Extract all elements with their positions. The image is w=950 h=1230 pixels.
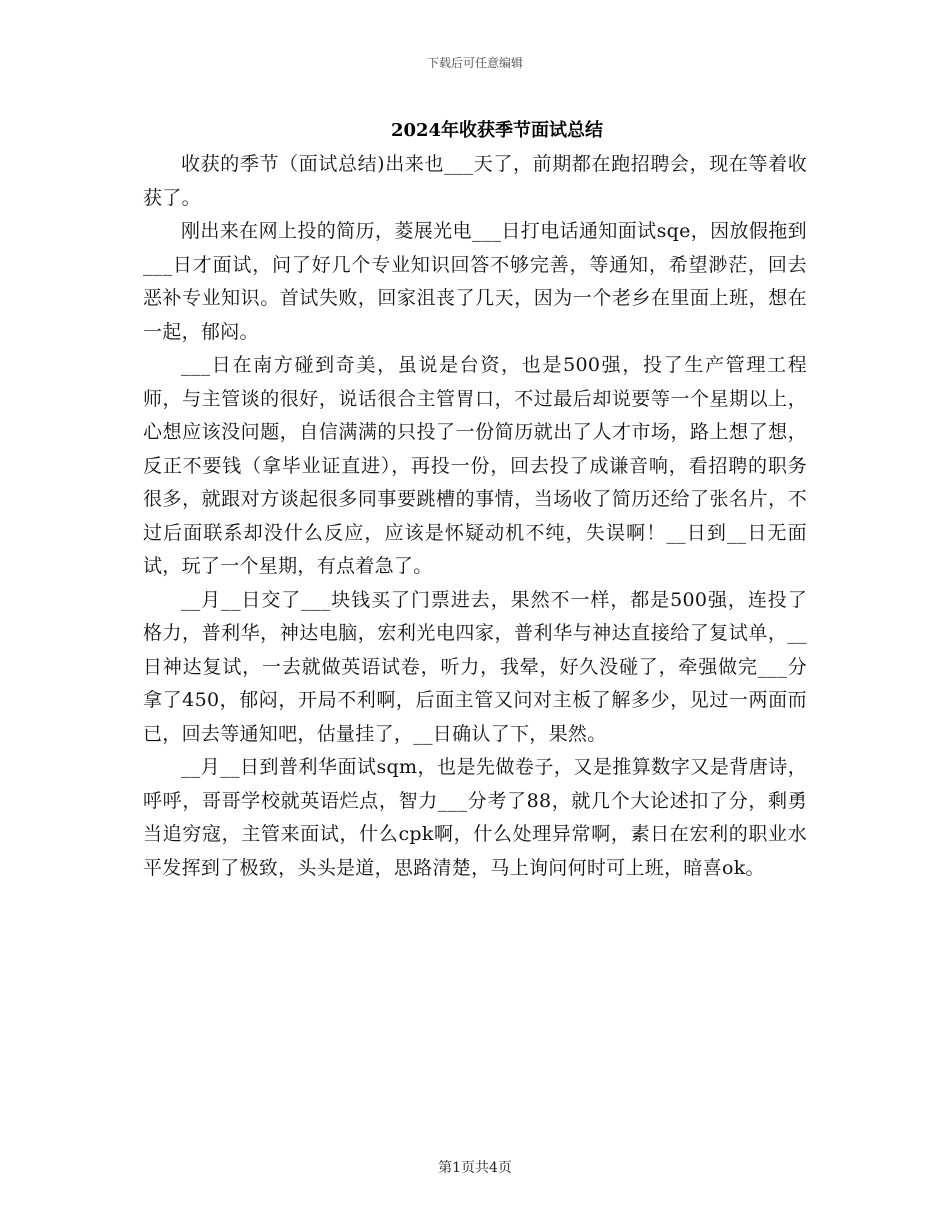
page-number: 第1页共4页 — [438, 1160, 512, 1176]
paragraph-1: 收获的季节（面试总结)出来也___天了，前期都在跑招聘会，现在等着收获了。 — [143, 153, 807, 209]
header-note: 下载后可任意编辑 — [426, 56, 523, 70]
document-body — [143, 148, 807, 885]
paragraph-3: ___日在南方碰到奇美，虽说是台资，也是500强，投了生产管理工程师，与主管谈的很好，说话很合主管胃口，不过最后却说要等一个星期以上，心想应该没问题，自信满满的只投了一份简历就出了人才市场，路上想了想，反正不要钱（拿毕业证直进），再投一份，回去投了成谦音响，看招聘的职务很多，就跟对方谈起很多同事要跳槽的事情，当场收了简历还给了张名片，不过后面联系却没什么反应，应该是怀疑动机不纯，失误啊！__日到__日无面试，玩了一个星期，有点着急了。 — [143, 354, 807, 577]
paragraph-4: __月__日交了___块钱买了门票进去，果然不一样，都是500强，连投了格力，普利华，神达电脑，宏利光电四家，普利华与神达直接给了复试单，__日神达复试，一去就做英语试卷，听力，我晕，好久没碰了，牵强做完___分拿了450，郁闷，开局不利啊，后面主管又问对主板了解多少，见过一两面而已，回去等通知吧，估量挂了，__日确认了下，果然。 — [143, 588, 807, 745]
document-title: 2024年收获季节面试总结 — [390, 120, 604, 141]
paragraph-5: __月__日到普利华面试sqm，也是先做卷子，又是推算数字又是背唐诗，呼呼，哥哥学校就英语烂点，智力___分考了88，就几个大论述扣了分，剩勇当追穷寇，主管来面试，什么cpk啊，什么处理异常啊，素日在宏利的职业水平发挥到了极致，头头是道，思路清楚，马上询问何时可上班，暗喜ok。 — [143, 756, 807, 879]
paragraph-2: 刚出来在网上投的简历，菱展光电___日打电话通知面试sqe，因放假拖到___日才面试，问了好几个专业知识回答不够完善，等通知，希望渺茫，回去恶补专业知识。首试失败，回家沮丧了几天，因为一个老乡在里面上班，想在一起，郁闷。 — [143, 220, 807, 343]
